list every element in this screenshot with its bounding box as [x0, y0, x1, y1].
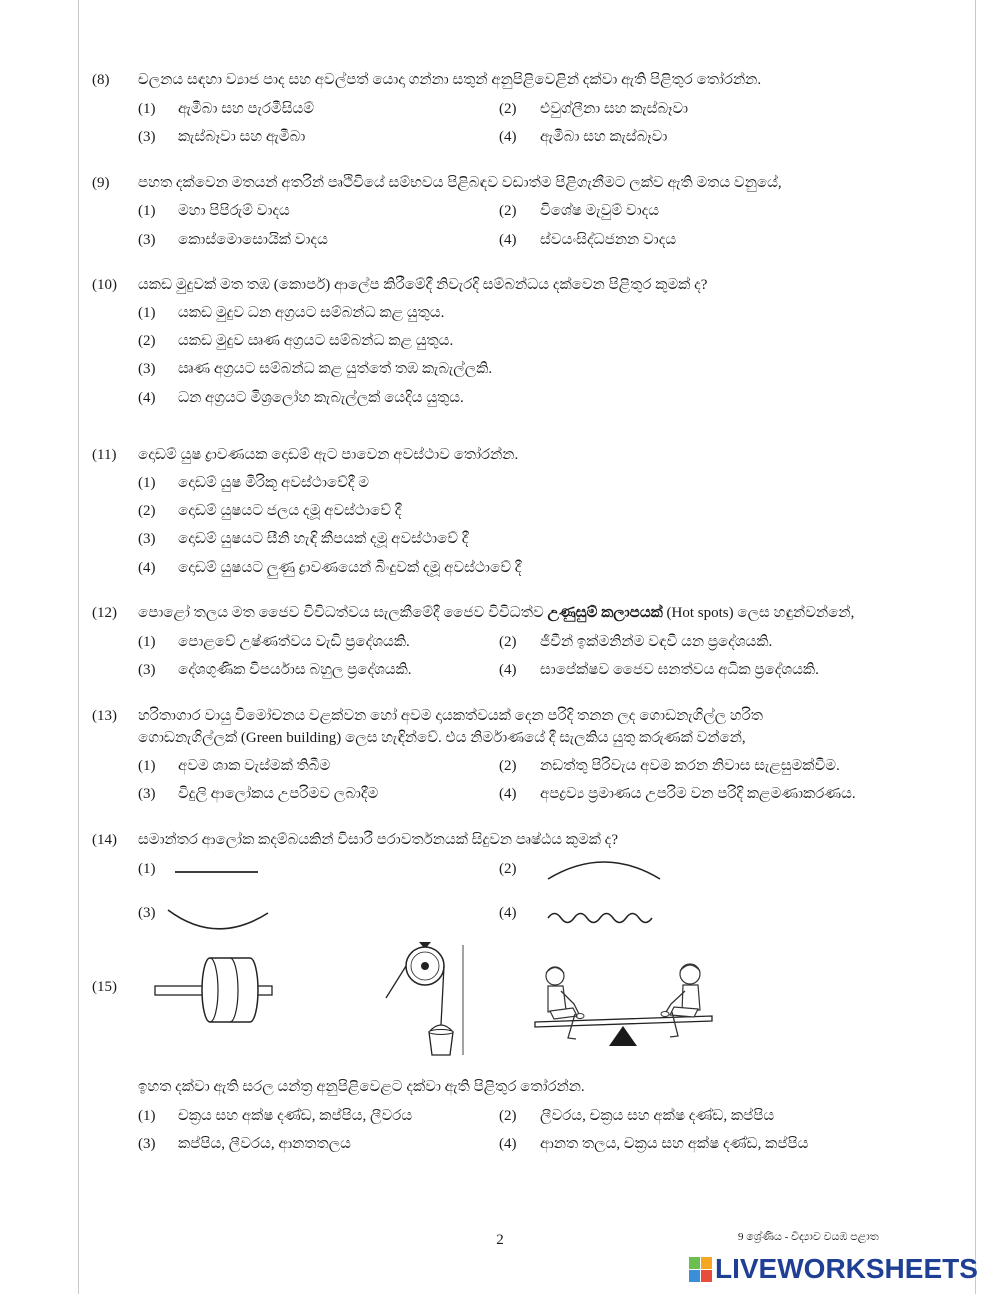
option-text: ඍණ අග්‍රයට සම්බන්ධ කළ යුත්තේ තඹ කැබැල්ලකි. [178, 361, 493, 377]
wheel-and-axle-icon [155, 958, 272, 1022]
option-number: (1) [138, 203, 156, 219]
simple-machines-figures [150, 940, 720, 1060]
right-child-thigh [670, 1007, 698, 1017]
option-number: (2) [499, 203, 517, 219]
liveworksheets-brand[interactable]: LIVEWORKSHEETS [715, 1253, 978, 1284]
q9-number: (9) [92, 175, 110, 191]
option-text: දොඩම් යුෂයට ලුණු ද්‍රාවණයෙන් බිංදුවක් දමූ අවස්ථාවේ දී [178, 560, 522, 576]
option-number: (4) [138, 390, 156, 406]
option-text: ඇමීබා සහ කැස්බෑවා [540, 129, 668, 145]
q10-option-3[interactable] [138, 358, 920, 380]
option-number: (2) [499, 101, 517, 117]
option-number: (3) [138, 905, 156, 921]
option-text: දොඩම් යුෂයට සීනි හැඳි කීපයක් දමූ අවස්ථාවේ දී [178, 531, 469, 547]
q13-option-1[interactable] [138, 755, 490, 777]
option-number: (2) [499, 1108, 517, 1124]
q15-option-1[interactable] [138, 1105, 490, 1127]
q14-number: (14) [92, 832, 117, 848]
option-text: ධන අග්‍රයට මිශ්‍රලෝහ කැබැල්ලක් යෙදිය යුතුය. [178, 390, 464, 406]
bucket-rim [429, 1030, 453, 1035]
option-text: ඇමීබා සහ පැරමීසියම් [178, 101, 315, 117]
option-text: කොස්මොසොයික් වාදය [178, 232, 328, 248]
option-text: සාපේක්ෂව ජෛව ඝනත්වය අධික ප්‍රදේශයකි. [540, 662, 819, 678]
option-text: චක්‍රය සහ අක්ෂ දණ්ඩ, කප්පිය, ලීවරය [178, 1108, 413, 1124]
q14-option-4[interactable] [499, 902, 529, 924]
right-child-head [680, 964, 700, 984]
option-number: (4) [499, 662, 517, 678]
option-text: දොඩම් යුෂයට ජලය දමූ අවස්ථාවේ දී [178, 503, 402, 519]
logo-square-orange [701, 1257, 712, 1269]
seesaw-fulcrum [609, 1026, 637, 1046]
pulley-hub [421, 962, 429, 970]
q13-option-3[interactable] [138, 783, 490, 805]
q8-number: (8) [92, 72, 110, 88]
q12-text-bold: උණුසුම් කලාපයක් [547, 605, 663, 621]
left-child-leg [568, 1014, 576, 1039]
q8-text: චලනය සඳහා ව්‍යාජ පාද සහ අවල්පත් යොදා ගන්නා සතුන් අනුපිළිවෙළින් දක්වා ඇති පිළිතුර තෝරන්න. [138, 72, 762, 88]
convex-surface-arc [548, 862, 660, 879]
q14-option-1[interactable] [138, 858, 168, 880]
option-number: (4) [499, 129, 517, 145]
seesaw-icon [535, 964, 712, 1046]
right-child [661, 964, 700, 1037]
option-text: කප්පිය, ලීවරය, ආනතතලය [178, 1136, 351, 1152]
q8-option-4[interactable] [499, 126, 919, 148]
option-number: (3) [138, 531, 156, 547]
q13-text-line-1: හරිතාගාර වායු විමෝචනය වළක්වන හෝ අවම දායකත්වයක් දෙන පරිදි තනන ලද ගොඩනැගිල්ල හරිත [138, 708, 763, 724]
left-child-body [548, 986, 566, 1012]
rough-surface-wave [548, 914, 652, 923]
option-number: (1) [138, 861, 156, 877]
bucket [429, 1032, 453, 1055]
q12-text [138, 602, 920, 624]
option-number: (2) [499, 634, 517, 650]
option-number: (2) [138, 333, 156, 349]
q13-text-line-2: ගොඩනැගිල්ලක් (Green building) ලෙස හැඳින්වේ. එය නිර්මාණයේ දී සැලකිය යුතු කරුණක් වන්නේ, [138, 730, 746, 746]
q14-text: සමාන්තර ආලෝක කදම්බයකින් විසාරී පරාවර්තනයක් සිදුවන පෘෂ්ඨය කුමක් ද? [138, 832, 618, 848]
logo-square-blue [689, 1270, 700, 1282]
q11-number: (11) [92, 447, 117, 463]
flat-line-icon[interactable] [170, 862, 265, 882]
option-number: (1) [138, 758, 156, 774]
option-number: (3) [138, 232, 156, 248]
q11-option-2[interactable] [138, 500, 920, 522]
q10-text: යකඩ මුදුවක් මත තඹ (කොපර්) ආලේප කිරීමේදී නිවැරදි සම්බන්ධය දක්වෙන පිළිතුර කුමක් ද? [138, 277, 708, 293]
concave-surface-arc [168, 910, 268, 929]
option-number: (3) [138, 662, 156, 678]
right-handle [661, 1012, 669, 1017]
option-number: (2) [499, 861, 517, 877]
q9-option-2[interactable] [499, 200, 919, 222]
option-number: (4) [499, 232, 517, 248]
q10-option-4[interactable] [138, 387, 920, 409]
q13-number: (13) [92, 708, 117, 724]
option-number: (4) [138, 560, 156, 576]
q8-option-1[interactable] [138, 98, 490, 120]
option-text: ආනත තලය, චක්‍රය සහ අක්ෂ දණ්ඩ, කප්පිය [540, 1136, 809, 1152]
logo-square-red [701, 1270, 712, 1282]
q12-option-3[interactable] [138, 659, 490, 681]
option-text: දේශගුණික විපර්යාස බහුල ප්‍රදේශයකි. [178, 662, 412, 678]
q10-option-1[interactable] [138, 302, 920, 324]
q12-text-start: පොළෝ තලය මත ජෛව විවිධත්වය සැලකීමේදී ජෛව විවිධත්ව [138, 605, 544, 621]
q11-option-1[interactable] [138, 472, 920, 494]
q14-option-2[interactable] [499, 858, 529, 880]
option-text: අවම ශාක වැස්මක් තිබීම [178, 758, 331, 774]
option-text: මහා පිපිරුම් වාදය [178, 203, 290, 219]
option-text: යකඩ මුදුව ධන අග්‍රයට සම්බන්ධ කළ යුතුය. [178, 305, 445, 321]
option-number: (3) [138, 1136, 156, 1152]
wavy-line-icon[interactable] [544, 905, 656, 929]
q9-option-3[interactable] [138, 229, 490, 251]
q12-option-4[interactable] [499, 659, 919, 681]
pulley-icon [386, 942, 453, 1055]
option-text: විශේෂ මැවුම් වාදය [540, 203, 660, 219]
q15-option-2[interactable] [499, 1105, 919, 1127]
option-text: විදුලි ආලෝකය උපරිමව ලබාදීම [178, 786, 379, 802]
option-number: (4) [499, 786, 517, 802]
option-number: (1) [138, 1108, 156, 1124]
logo-square-green [689, 1257, 700, 1269]
option-number: (1) [138, 475, 156, 491]
option-number: (1) [138, 634, 156, 650]
option-text: කැස්බෑවා සහ ඇමීබා [178, 129, 306, 145]
q11-option-3[interactable] [138, 528, 920, 550]
option-number: (1) [138, 101, 156, 117]
left-child [546, 967, 584, 1039]
page-left-edge [78, 0, 79, 1294]
concave-arc-icon[interactable] [164, 902, 272, 934]
q10-number: (10) [92, 277, 117, 293]
option-text: නඩත්තු පිරිවැය අවම කරන නිවාස සැළසුමක්වීම. [540, 758, 840, 774]
q8-option-3[interactable] [138, 126, 490, 148]
convex-arc-icon[interactable] [544, 856, 666, 884]
q15-option-3[interactable] [138, 1133, 490, 1155]
option-number: (4) [499, 905, 517, 921]
option-number: (4) [499, 1136, 517, 1152]
q9-option-4[interactable] [499, 229, 919, 251]
q12-option-2[interactable] [499, 631, 919, 653]
q15-option-4[interactable] [499, 1133, 919, 1155]
option-number: (2) [138, 503, 156, 519]
q8-option-2[interactable] [499, 98, 919, 120]
q15-text: ඉහත දක්වා ඇති සරල යන්ත්‍ර අනුපිළිවෙළට දක්වා ඇති පිළිතුර තෝරන්න. [138, 1079, 585, 1095]
series-label: 9 ශ්‍රේණිය - විද්‍යාව වයඹ පළාත [738, 1231, 879, 1243]
q9-option-1[interactable] [138, 200, 490, 222]
q13-option-2[interactable] [499, 755, 919, 777]
liveworksheets-logo-icon[interactable] [689, 1257, 713, 1283]
option-number: (2) [499, 758, 517, 774]
option-text: ලීවරය, චක්‍රය සහ අක්ෂ දණ්ඩ, කප්පිය [540, 1108, 775, 1124]
q11-text: දොඩම් යුෂ ද්‍රාවණයක දොඩම් ඇට පාවෙන අවස්ථාව තෝරන්න. [138, 447, 519, 463]
option-text: දොඩම් යුෂ මිරිකූ අවස්ථාවේදී ම [178, 475, 370, 491]
option-text: යකඩ මුදුව ඍණ අග්‍රයට සම්බන්ධ කළ යුතුය. [178, 333, 454, 349]
option-text: ජීවීන් ඉක්මනින්ම වඳවී යන ප්‍රදේශයකි. [540, 634, 773, 650]
option-text: අපද්‍රව්‍ය ප්‍රමාණය උපරිම වන පරිදි කළමණාකරණය. [540, 786, 856, 802]
page-right-edge [975, 0, 976, 1294]
option-text: ස්වයංසිද්ධජනන වාදය [540, 232, 677, 248]
q12-text-end: (Hot spots) ලෙස හඳුන්වන්නේ, [666, 605, 855, 621]
q10-option-2[interactable] [138, 330, 920, 352]
page-number: 2 [496, 1232, 504, 1248]
option-text: එවුග්ලීනා සහ කැස්බෑවා [540, 101, 689, 117]
pulley-rope-left [386, 966, 406, 998]
q12-number: (12) [92, 605, 117, 621]
q9-text: පහත දක්වෙන මතයන් අතරින් පෘථිවියේ සම්භවය පිළිබඳව වඩාත්ම පිළිගැනීමට ලක්ව ඇති මතය වනුයේ, [138, 175, 782, 191]
q13-option-4[interactable] [499, 783, 919, 805]
option-text: පොළවේ උෂ්ණත්වය වැඩි ප්‍රදේශයකි. [178, 634, 410, 650]
q15-number: (15) [92, 979, 117, 995]
option-number: (1) [138, 305, 156, 321]
option-number: (3) [138, 786, 156, 802]
option-number: (3) [138, 361, 156, 377]
q12-option-1[interactable] [138, 631, 490, 653]
wheel-drum [202, 958, 258, 1022]
q11-option-4[interactable] [138, 557, 920, 579]
option-number: (3) [138, 129, 156, 145]
